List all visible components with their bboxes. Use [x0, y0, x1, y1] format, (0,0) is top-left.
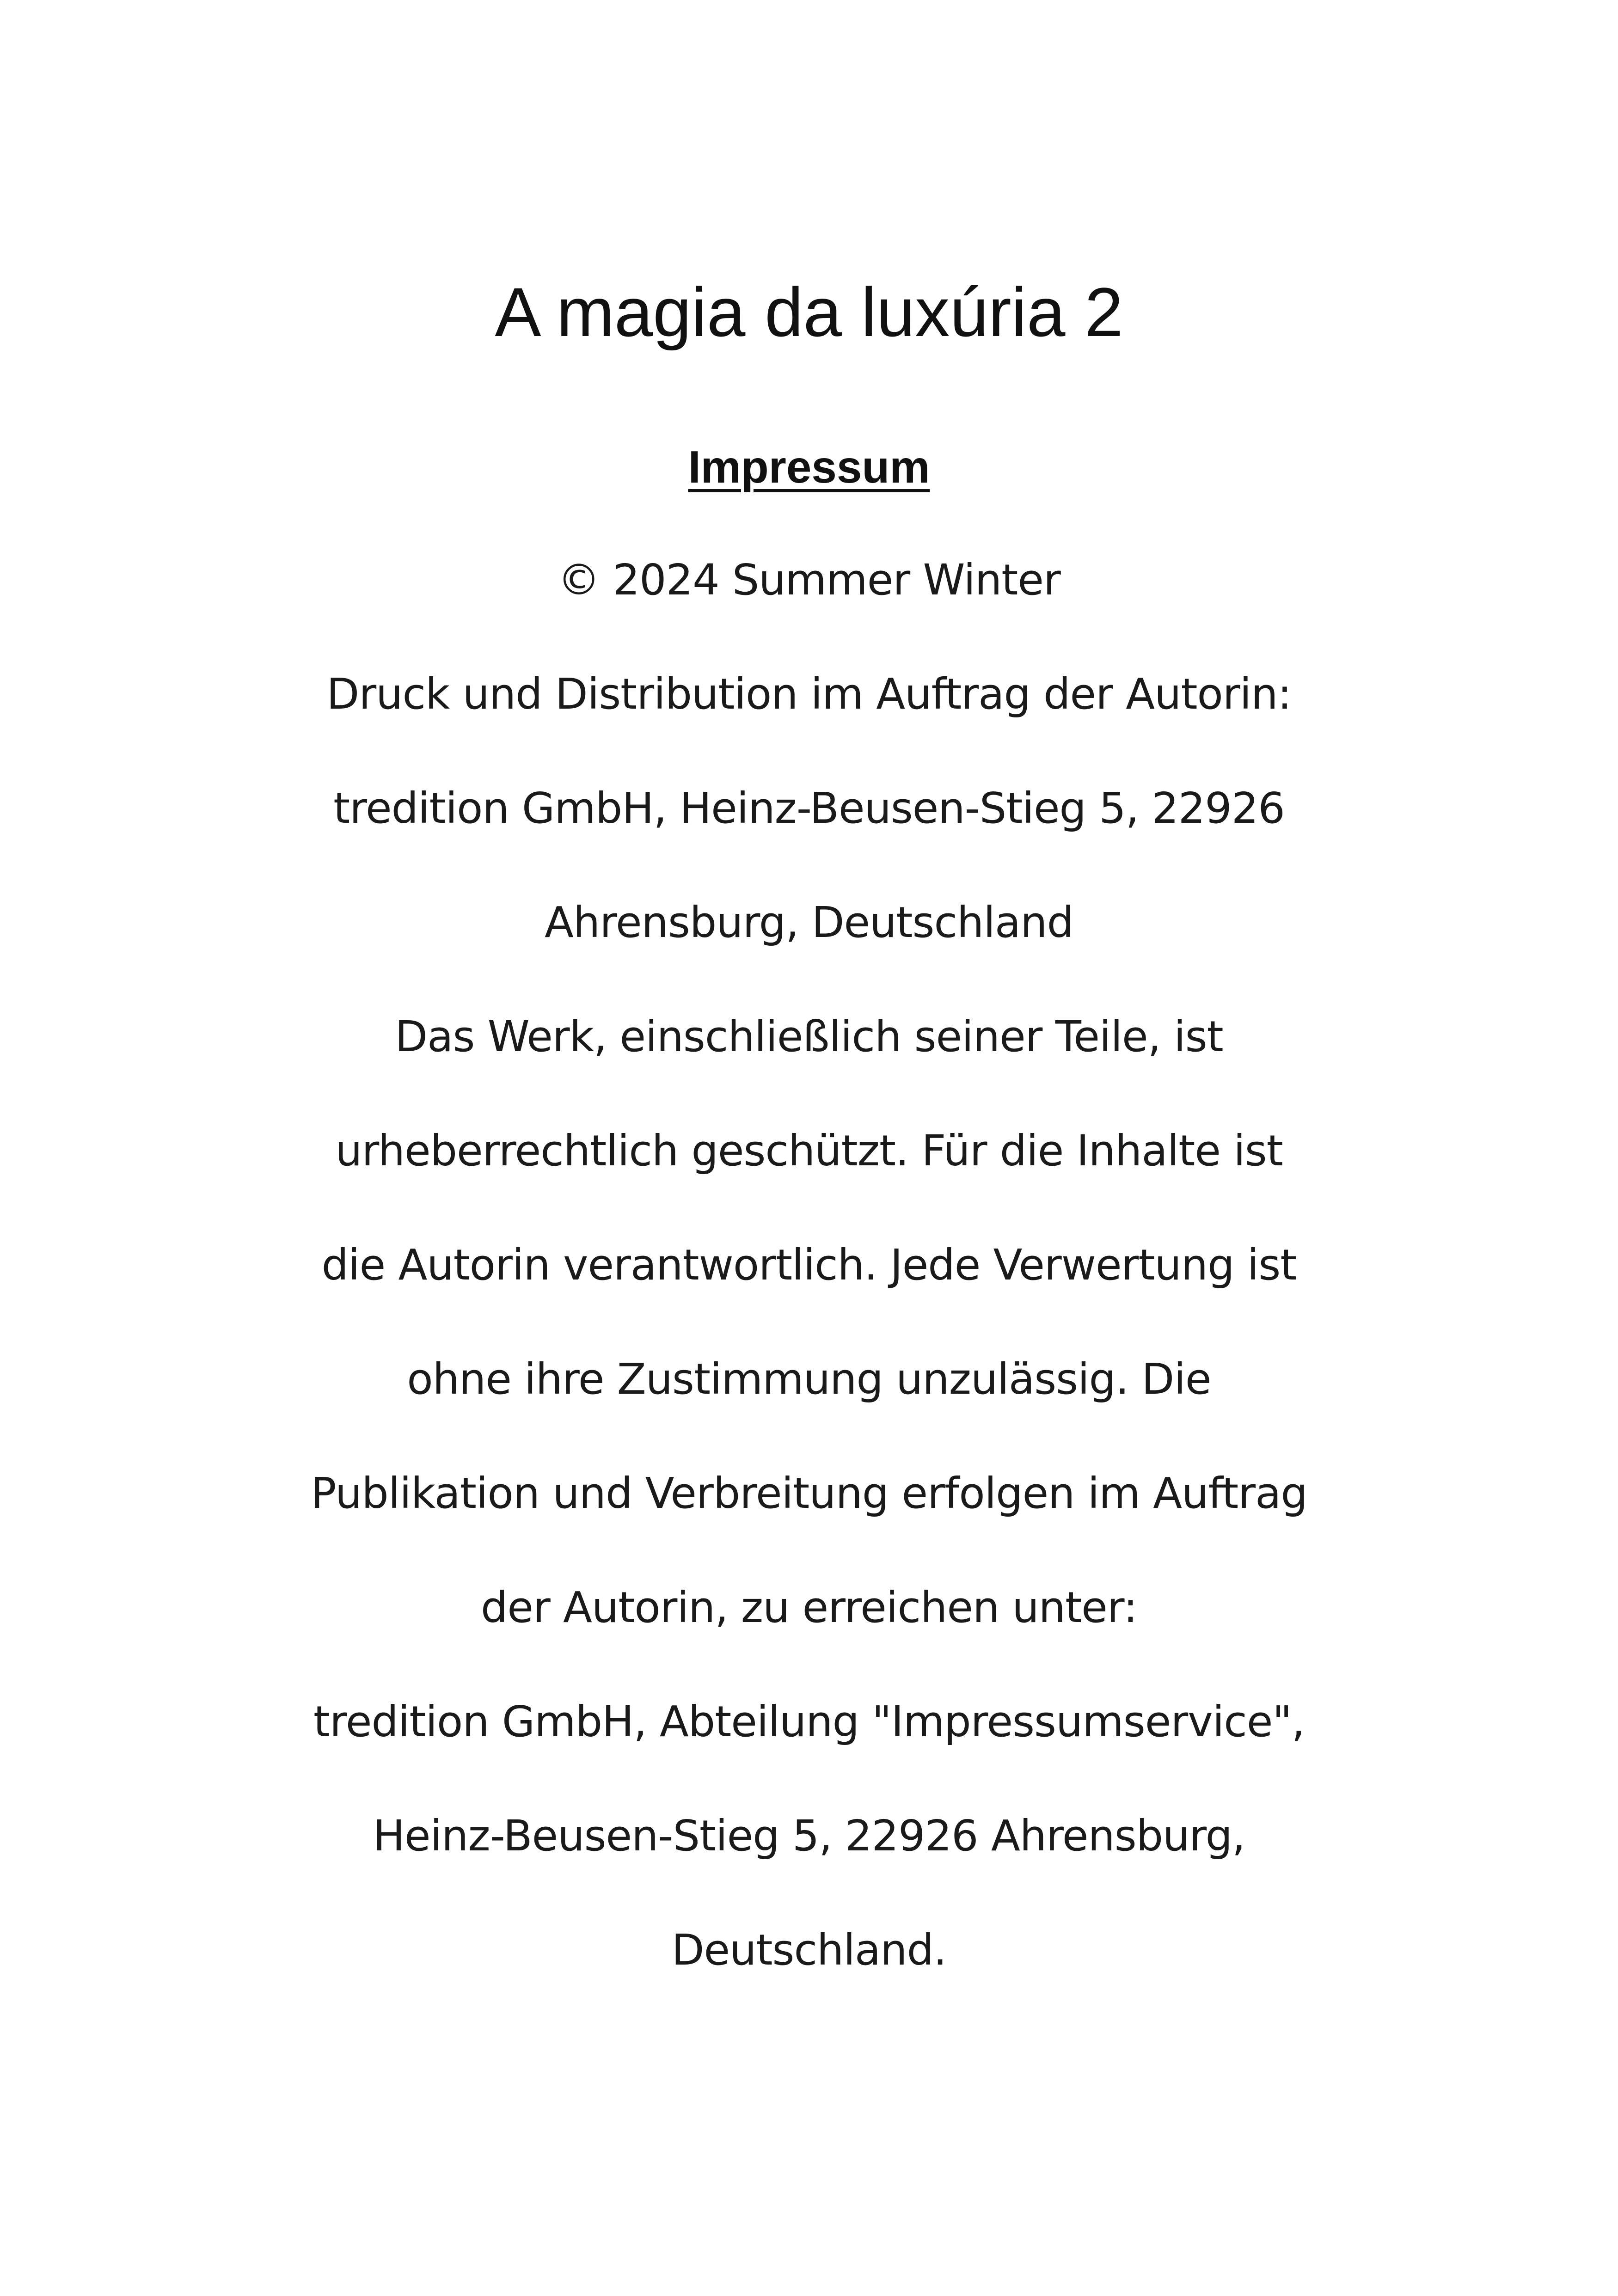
copyright-line: © 2024 Summer Winter	[558, 555, 1060, 605]
text-line: Deutschland.	[671, 1925, 947, 1975]
text-line: tredition GmbH, Abteilung "Impressumservice",	[313, 1697, 1305, 1746]
text-line: Druck und Distribution im Auftrag der Autorin:	[326, 669, 1292, 719]
text-line: urheberrechtlich geschützt. Für die Inhalte ist	[335, 1126, 1283, 1176]
text-line: Das Werk, einschließlich seiner Teile, ist	[395, 1012, 1223, 1061]
text-line: Heinz-Beusen-Stieg 5, 22926 Ahrensburg,	[373, 1811, 1245, 1861]
text-line: tredition GmbH, Heinz-Beusen-Stieg 5, 22926	[333, 784, 1285, 833]
book-title: A magia da luxúria 2	[495, 273, 1123, 351]
text-line: ohne ihre Zustimmung unzulässig. Die	[407, 1354, 1211, 1404]
text-line: die Autorin verantwortlich. Jede Verwertung ist	[321, 1240, 1297, 1290]
text-line: Publikation und Verbreitung erfolgen im Auftrag	[311, 1469, 1307, 1518]
text-line: der Autorin, zu erreichen unter:	[480, 1583, 1137, 1632]
text-line: Ahrensburg, Deutschland	[545, 898, 1073, 947]
impressum-heading: Impressum	[688, 441, 930, 492]
